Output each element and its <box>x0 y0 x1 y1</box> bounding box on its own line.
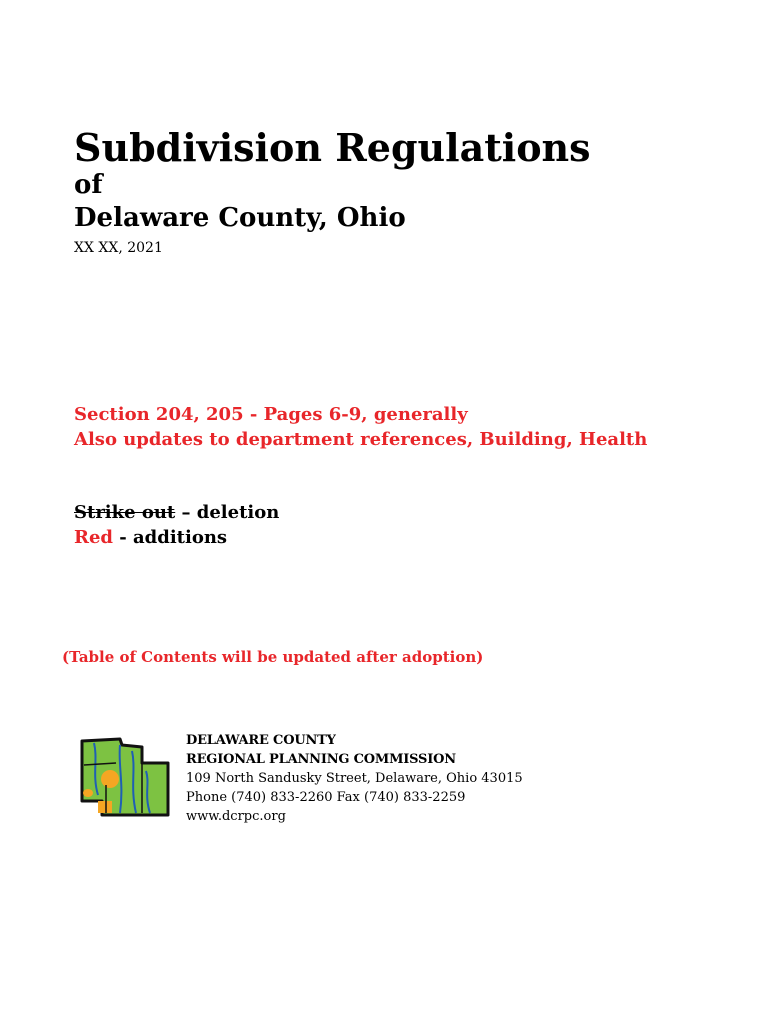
organization-name-line2: REGIONAL PLANNING COMMISSION <box>186 752 456 767</box>
legend-deletion <box>74 500 279 525</box>
legend-addition <box>74 525 279 550</box>
organization-website: www.dcrpc.org <box>186 809 286 824</box>
toc-note: (Table of Contents will be updated after adoption) <box>62 648 484 666</box>
revision-note-departments: Also updates to department references, Building, Health <box>74 429 648 450</box>
strike-out-sample: Strike out <box>74 502 176 523</box>
document-title: Subdivision Regulations <box>74 125 591 170</box>
document-county: Delaware County, Ohio <box>74 203 406 233</box>
organization-name-line1: DELAWARE COUNTY <box>186 733 336 748</box>
county-map-logo-icon <box>76 735 172 819</box>
organization-address: 109 North Sandusky Street, Delaware, Ohio 43015 <box>186 771 523 786</box>
deletion-description: – deletion <box>175 502 280 523</box>
red-sample: Red <box>74 527 113 548</box>
title-of: of <box>74 170 103 200</box>
organization-block <box>186 731 523 826</box>
organization-phone-fax: Phone (740) 833-2260 Fax (740) 833-2259 <box>186 790 466 805</box>
addition-description: - additions <box>113 527 228 548</box>
revision-note-sections: Section 204, 205 - Pages 6-9, generally <box>74 404 468 425</box>
document-date: XX XX, 2021 <box>74 240 163 256</box>
revision-notes <box>74 402 647 452</box>
markup-legend <box>74 500 279 550</box>
